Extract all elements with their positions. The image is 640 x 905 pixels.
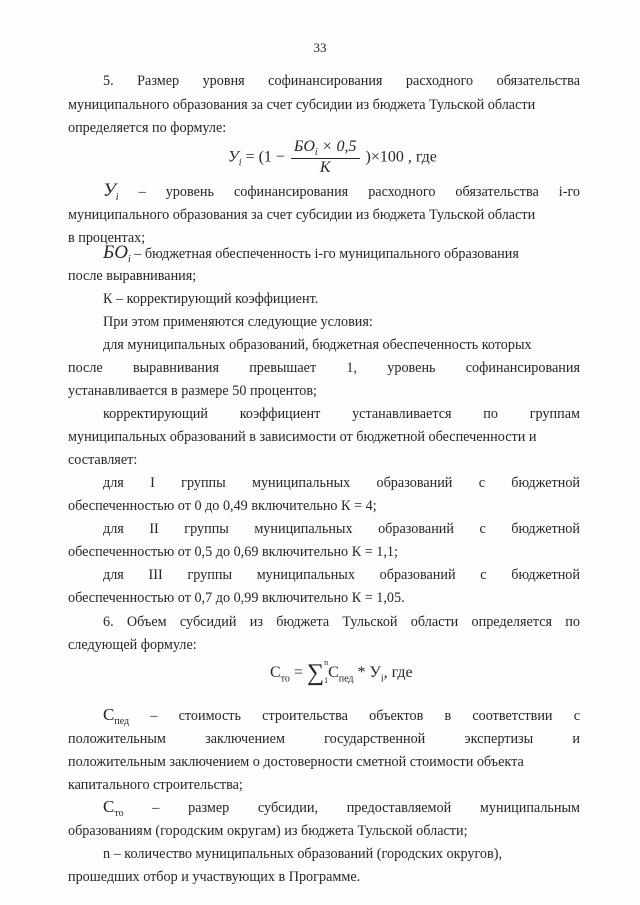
group1-line1: для I группы муниципальных образований с бюджетной: [103, 475, 580, 491]
def-cped-line1: $С_{пед}$ – стоимость строительства объектов в соответствии с: [103, 705, 580, 727]
cond1-line2: после выравнивания превышает 1, уровень софинансирования: [68, 360, 580, 376]
def-cto-line1: $С_{то}$ – размер субсидии, предоставляемой муниципальным: [103, 797, 581, 819]
def-cto-line2: образованиям (городским округам) из бюджета Тульской области;: [68, 823, 468, 839]
def-bo-line2: после выравнивания;: [68, 268, 197, 284]
conditions-intro: При этом применяются следующие условия:: [103, 314, 373, 330]
cond2-line3: составляет:: [68, 452, 138, 468]
cond2-line2: муниципальных образований в зависимости от бюджетной обеспеченности и: [68, 429, 537, 445]
def-u-line1: $У_i$ – уровень софинансирования расходного обязательства i-го: [103, 180, 581, 203]
formula-subsidy: $С_{то} = \sum n$ $1С_{пед} * У_i$, где: [270, 658, 413, 686]
para5-line3: определяется по формуле:: [68, 120, 227, 136]
cond1-line1: для муниципальных образований, бюджетная обеспеченность которых: [103, 337, 532, 353]
formula1-close: )×100 ,: [365, 148, 412, 166]
group1-line2: обеспеченностью от 0 до 0,49 включительно К = 4;: [68, 498, 377, 514]
def-cped-line2: положительным заключением государственной экспертизы и: [68, 731, 580, 747]
formula-level: $У_i = (1$ − $\frac{БО_i \times 0,5}{К}$ )×100 , где: [228, 138, 437, 177]
cond2-line1: корректирующий коэффициент устанавливается по группам: [103, 406, 580, 422]
para5-line1: 5. Размер уровня софинансирования расходного обязательства: [103, 73, 580, 89]
group2-line1: для II группы муниципальных образований с бюджетной: [103, 521, 580, 537]
para6-line1: 6. Объем субсидий из бюджета Тульской области определяется по: [103, 614, 580, 630]
def-k: К – корректирующий коэффициент.: [103, 291, 319, 307]
formula1-lhs: У: [228, 148, 239, 166]
group3-line2: обеспеченностью от 0,7 до 0,99 включительно К = 1,05.: [68, 590, 405, 606]
def-cped-line4: капитального строительства;: [68, 777, 243, 793]
para5-line2: муниципального образования за счет субсидии из бюджета Тульской области: [68, 97, 536, 113]
cond1-line3: устанавливается в размере 50 процентов;: [68, 383, 317, 399]
para6-line2: следующей формуле:: [68, 637, 197, 653]
page-number: 33: [313, 40, 327, 55]
def-u-line3: в процентах;: [68, 230, 146, 246]
def-cped-line3: положительным заключением о достоверности сметной стоимости объекта: [68, 754, 524, 770]
def-n-line2: прошедших отбор и участвующих в Программе.: [68, 869, 361, 885]
formula1-open: = (1 −: [245, 148, 285, 166]
formula1-fraction: $\frac{БО_i \times 0,5}{К}$: [291, 138, 360, 177]
group2-line2: обеспеченностью от 0,5 до 0,69 включительно К = 1,1;: [68, 544, 398, 560]
group3-line1: для III группы муниципальных образований с бюджетной: [103, 567, 580, 583]
def-bo-line1: $БО_i$ – бюджетная обеспеченность i-го муниципального образования: [103, 242, 519, 265]
formula1-tail: где: [415, 148, 437, 166]
def-n-line1: n – количество муниципальных образований (городских округов),: [103, 846, 503, 862]
def-u-line2: муниципального образования за счет субсидии из бюджета Тульской области: [68, 207, 536, 223]
